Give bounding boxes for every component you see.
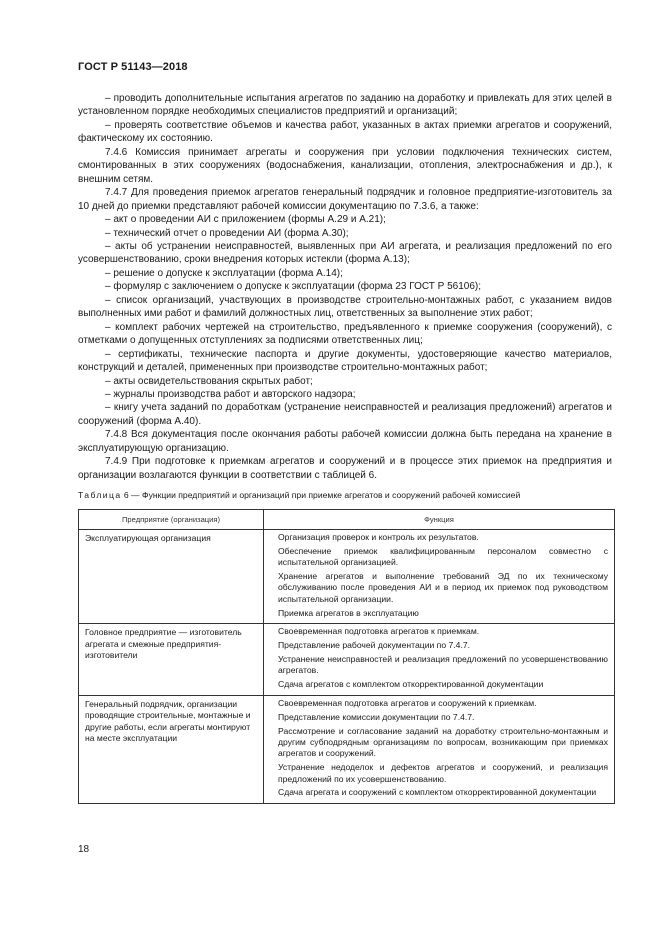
paragraph: – проводить дополнительные испытания агрегатов по заданию на доработку и привлекать для этих целей в установленном порядке необходимых специалистов предприятий и организаций; — [78, 93, 612, 118]
table-header-row — [79, 510, 615, 530]
column-header-org: Предприятие (организация) — [79, 510, 264, 530]
function-item: Рассмотрение и согласование заданий на доработку строительно-монтажным и другим субподрядным организациям по вопросам, возникающим при приемках агрегатов и сооружений. — [278, 725, 608, 759]
paragraph-7-4-6: 7.4.6 Комиссия принимает агрегаты и сооружения при условии подключения технических систем, смонтированных в этих сооружениях (водоснабжения, канализации, отопления, электроснабжения и др.), к внешним сетям. — [78, 146, 612, 185]
paragraph-7-4-8: 7.4.8 Вся документация после окончания работы рабочей комиссии должна быть передана на хранение в эксплуатирующую организацию. — [78, 429, 612, 454]
function-item: Представление комиссии документации по 7.4.7. — [278, 711, 475, 722]
list-item: – формуляр с заключением о допуске к эксплуатации (форма 23 ГОСТ Р 56106); — [105, 281, 482, 293]
function-item: Сдача агрегата и сооружений с комплектом откорректированной документации — [278, 787, 597, 798]
org-cell: Генеральный подрядчик, организации проводящие строительные, монтажные и другие работы, если агрегаты монтируют на месте эксплуатации — [79, 696, 264, 804]
table-caption-text: 6 — Функции предприятий и организаций при приемке агрегатов и сооружений рабочей комиссией — [121, 490, 521, 500]
function-item: Хранение агрегатов и выполнение требований ЭД по их техническому обслуживанию после проведения АИ и в период их приемок под руководством испытательной организации. — [278, 571, 608, 604]
function-item: Представление рабочей документации по 7.4.7. — [278, 640, 471, 651]
document-header: ГОСТ Р 51143—2018 — [78, 61, 188, 73]
function-item: Своевременная подготовка агрегатов и сооружений к приемкам. — [278, 698, 537, 708]
list-item: – книгу учета заданий по доработкам (устранение неисправностей и реализация предложений) агрегатов и сооружений (форма А.40). — [78, 402, 612, 427]
body-text — [78, 92, 612, 482]
list-item: – комплект рабочих чертежей на строительство, предъявленного к приемке сооружения (сооружений), с отметками о допущенных отступлениях за подписями ответственных лиц; — [78, 321, 612, 347]
list-item: – сертификаты, технические паспорта и другие документы, удостоверяющие качество материалов, конструкций и деталей, примененных при производстве строительно-монтажных работ; — [78, 348, 612, 374]
function-item: Устранение недоделок и дефектов агрегатов и сооружений, и реализация предложений по их усовершенствованию. — [278, 762, 608, 784]
list-item: – журналы производства работ и авторского надзора; — [105, 388, 356, 400]
list-item: – список организаций, участвующих в производстве строительно-монтажных работ, с указанием видов выполненных ими работ и фамилий должностных лиц, ответственных за выполнение этих работ; — [78, 294, 612, 320]
list-item: – технический отчет о проведении АИ (форма А.30); — [105, 227, 349, 239]
org-cell: Эксплуатирующая организация — [79, 530, 264, 624]
paragraph-7-4-9: 7.4.9 При подготовке к приемкам агрегатов и сооружений и в процессе этих приемок на предприятия и организации возлагаются функции в соответствии с таблицей 6. — [78, 456, 612, 481]
function-cell — [264, 624, 615, 696]
org-cell: Головное предприятие — изготовитель агрегата и смежные предприятия-изготовители — [79, 624, 264, 696]
function-item: Устранение неисправностей и реализация предложений по усовершенствованию агрегатов. — [278, 654, 608, 676]
function-cell — [264, 530, 615, 624]
paragraph: – проверять соответствие объемов и качества работ, указанных в актах приемки агрегатов и сооружений, фактическому их состоянию. — [78, 119, 612, 145]
function-cell — [264, 696, 615, 804]
column-header-function: Функция — [264, 510, 615, 530]
function-item: Организация проверок и контроль их результатов. — [278, 532, 479, 542]
list-item: – акты освидетельствования скрытых работ; — [105, 375, 313, 387]
functions-table — [78, 509, 615, 804]
function-item: Приемка агрегатов в эксплуатацию — [278, 607, 419, 618]
function-item: Сдача агрегатов с комплектом откорректированной документации — [278, 679, 544, 690]
table-caption — [78, 490, 618, 500]
table-caption-label: Таблица — [78, 490, 122, 500]
function-item: Своевременная подготовка агрегатов к приемкам. — [278, 626, 480, 637]
paragraph-7-4-7: 7.4.7 Для проведения приемок агрегатов генеральный подрядчик и головное предприятие-изготовитель за 10 дней до приемки представляют рабочей комиссии документацию по 7.3.6, а также: — [78, 187, 612, 212]
list-item: – акты об устранении неисправностей, выявленных при АИ агрегата, и реализация предложений по его усовершенствованию, сроки внедрения которых истекли (форма А.13); — [78, 240, 612, 266]
page-number: 18 — [78, 844, 90, 855]
table-row — [79, 530, 615, 624]
list-item: – акт о проведении АИ с приложением (формы А.29 и А.21); — [105, 214, 386, 226]
table-row — [79, 624, 615, 696]
list-item: – решение о допуске к эксплуатации (форма А.14); — [105, 267, 343, 279]
table-row — [79, 696, 615, 804]
function-item: Обеспечение приемок квалифицированным персоналом совместно с испытательной организацией. — [278, 545, 608, 568]
